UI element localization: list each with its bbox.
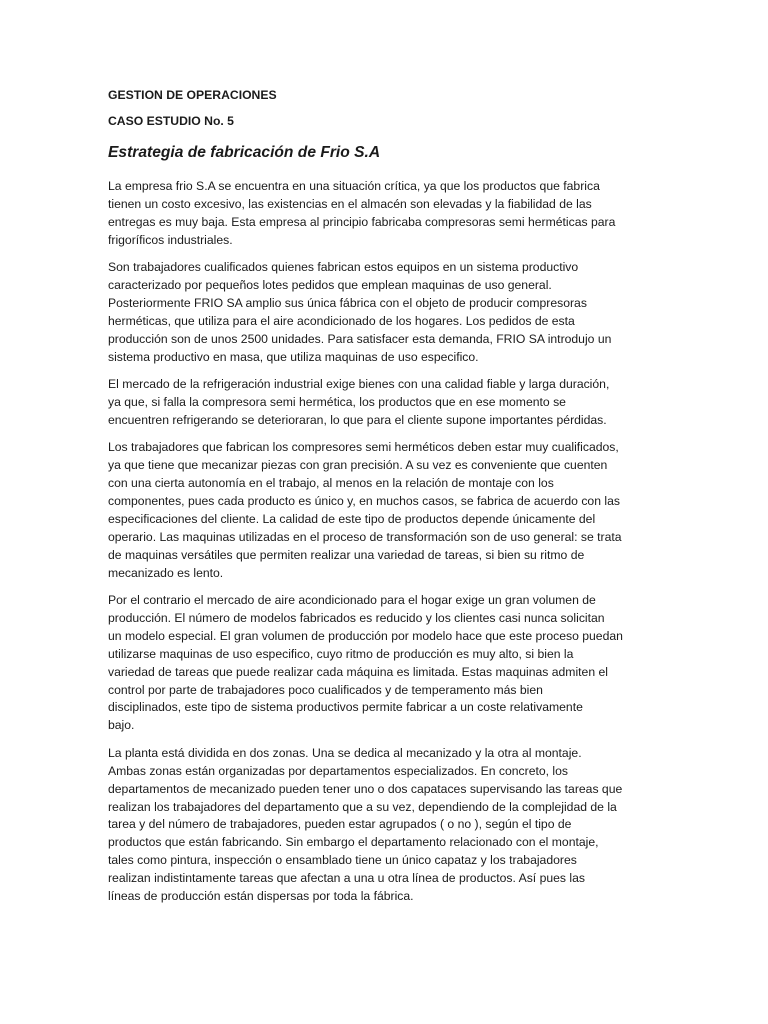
text-line: Ambas zonas están organizadas por departamentos especializados. En concreto, los [108,763,569,778]
paragraph [108,259,663,366]
text-line: herméticas, que utiliza para el aire acondicionado de los hogares. Los pedidos de esta [108,313,575,328]
document-content [108,86,663,915]
text-line: mecanizado es lento. [108,565,224,580]
text-line: La empresa frio S.A se encuentra en una situación crítica, ya que los productos que fabrica [108,179,600,193]
text-line: bajo. [108,718,135,733]
text-line: Por el contrario el mercado de aire acondicionado para el hogar exige un gran volumen de [108,593,596,608]
text-line: entregas es muy baja. Esta empresa al principio fabricaba compresoras semi herméticas para [108,214,616,229]
text-line: Posteriormente FRIO SA amplio sus única fábrica con el objeto de producir compresoras [108,295,587,310]
text-line: El mercado de la refrigeración industrial exige bienes con una calidad fiable y larga duración, [108,377,610,392]
text-line: caracterizado por pequeños lotes pedidos que emplean maquinas de uso general. [108,278,552,293]
text-line: encuentren refrigerando se deterioraran, lo que para el cliente supone importantes pérdidas. [108,412,607,427]
text-line: sistema productivo en masa, que utiliza maquinas de uso especifico. [108,349,479,364]
text-line: ya que tiene que mecanizar piezas con gran precisión. A su vez es conveniente que cuenten [108,458,608,473]
paragraph [108,592,663,735]
text-line: de maquinas versátiles que permiten realizar una variedad de tareas, si bien su ritmo de [108,547,585,562]
text-line: control por parte de trabajadores poco cualificados y de temperamento más bien [108,682,543,697]
text-line: realizan los trabajadores del departamento que a su vez, dependiendo de la complejidad de la [108,799,617,814]
course-heading: GESTION DE OPERACIONES [108,88,277,102]
document-body [108,178,663,906]
text-line: productos que están fabricando. Sin embargo el departamento relacionado con el montaje, [108,835,599,850]
text-line: utilizarse maquinas de uso especifico, cuyo ritmo de producción es muy alto, si bien la [108,646,574,661]
paragraph [108,745,663,906]
text-line: un modelo especial. El gran volumen de producción por modelo hace que este proceso puedan [108,628,623,643]
text-line: variedad de tareas que puede realizar cada máquina es limitada. Estas maquinas admiten el [108,664,608,679]
text-line: producción. El número de modelos fabricados es reducido y los clientes casi nunca solicitan [108,610,605,625]
text-line: tales como pintura, inspección o ensamblado tiene un único capataz y los trabajadores [108,853,577,868]
case-heading: CASO ESTUDIO No. 5 [108,114,234,128]
text-line: con una cierta autonomía en el trabajo, al menos en la relación de montaje con los [108,476,554,491]
text-line: líneas de producción están dispersas por toda la fábrica. [108,889,414,904]
text-line: componentes, pues cada producto es único y, en muchos casos, se fabrica de acuerdo con las [108,494,620,508]
paragraph [108,376,663,430]
text-line: producción son de unos 2500 unidades. Para satisfacer esta demanda, FRIO SA introdujo un [108,331,612,346]
text-line: tienen un costo excesivo, las existencias en el almacén son elevadas y la fiabilidad de las [108,196,592,211]
text-line: tarea y del número de trabajadores, pueden estar agrupados ( o no ), según el tipo de [108,817,572,832]
text-line: realizan indistintamente tareas que afectan a una u otra línea de productos. Así pues las [108,871,585,886]
text-line: departamentos de mecanizado pueden tener uno o dos capataces supervisando las tareas que [108,781,623,796]
text-line: Los trabajadores que fabrican los compresores semi herméticos deben estar muy cualificados, [108,440,619,455]
text-line: La planta está dividida en dos zonas. Una se dedica al mecanizado y la otra al montaje. [108,745,582,760]
document-title: Estrategia de fabricación de Frio S.A [108,144,381,161]
text-line: disciplinados, este tipo de sistema productivos permite fabricar a un coste relativamente [108,700,583,715]
text-line: operario. Las maquinas utilizadas en el proceso de transformación son de uso general: se trata [108,529,622,544]
paragraph [108,439,663,582]
text-line: Son trabajadores cualificados quienes fabrican estos equipos en un sistema productivo [108,260,579,275]
text-line: ya que, si falla la compresora semi hermética, los productos que en ese momento se [108,394,566,409]
text-line: frigoríficos industriales. [108,232,233,247]
text-line: especificaciones del cliente. La calidad de este tipo de productos depende únicamente del [108,511,596,526]
paragraph [108,178,663,250]
